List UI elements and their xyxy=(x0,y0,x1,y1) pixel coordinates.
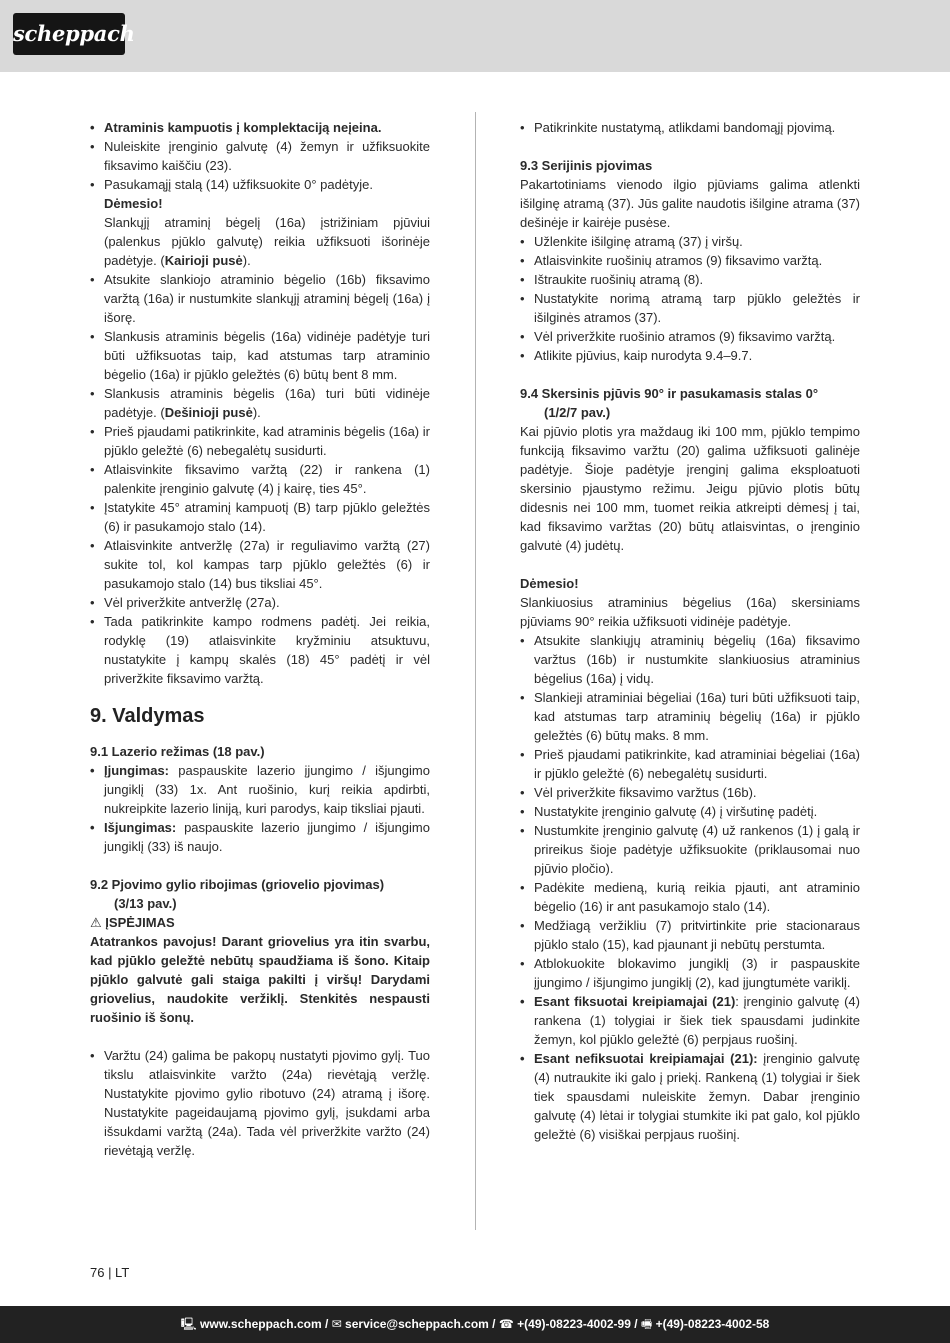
spacer xyxy=(520,365,860,384)
paragraph: Kai pjūvio plotis yra maždaug iki 100 mm, pjūklo tempimo funkciją fiksavimo varžtu (20) galima užfiksuoti galinėje padėtyje. Šioje padėtyje įrenginį galima eksploatuoti skersinio pjaustymo režimu. Jeigu pjūvio plotis būtų didesnis nei 100 mm, tuomet reikia atkreipti dėmesį į tai, kad fiksavimo varžtas (20) būtų atlaisvintas, o įrenginio galvutė (4) judėtų. xyxy=(520,424,860,553)
spacer xyxy=(90,1027,430,1046)
list-item: • Padėkite medieną, kurią reikia pjauti, ant atraminio bėgelio (16) ir ant pasukamojo stalo (14). xyxy=(520,878,860,916)
subsection-heading: 9.2 Pjovimo gylio ribojimas (griovelio pjovimas) (3/13 pav.) xyxy=(90,877,385,911)
list-item: • Atsukite slankiojo atraminio bėgelio (16b) fiksavimo varžtą (16a) ir nustumkite slankųjį atraminį bėgelį (16a) į išorę. xyxy=(90,270,430,327)
list-item: • Atsukite slankiųjų atraminių bėgelių (16a) fiksavimo varžtus (16b) ir nustumkite slankiuosius atraminius bėgelius (16a) į vidų. xyxy=(520,631,860,688)
spacer xyxy=(520,555,860,574)
subsection-heading: 9.3 Serijinis pjovimas xyxy=(520,158,653,173)
phone-icon: ☎ xyxy=(498,1317,514,1331)
spacer xyxy=(90,856,430,875)
email-link[interactable]: service@scheppach.com / xyxy=(345,1317,496,1331)
list-item: • Vėl priveržkite fiksavimo varžtus (16b). xyxy=(520,783,860,802)
subsection-heading: 9.4 Skersinis pjūvis 90° ir pasukamasis stalas 0° (1/2/7 pav.) xyxy=(520,386,819,420)
list-item: • Nustatykite norimą atramą tarp pjūklo geležtės ir išilginės atramos (37). xyxy=(520,289,860,327)
list-item: • Varžtu (24) galima be pakopų nustatyti pjovimo gylį. Tuo tikslu atlaisvinkite varžto (24a) rievėtąją veržlę. Nustatykite pjovimo gylio ribotuvo (24) atramą į išorę. Nustatykite pageidaujamą pjovimo gylį, įsukdami arba išsukdami varžtą (24a). Tada vėl priveržkite varžto (24) rievėtąją veržlę. xyxy=(90,1046,430,1160)
page-number: 76 | LT xyxy=(90,1265,130,1280)
list-item: • Pasukamąjį stalą (14) užfiksuokite 0° padėtyje. xyxy=(90,175,430,194)
list-item: • Medžiagą veržikliu (7) pritvirtinkite prie stacionaraus pjūklo stalo (15), kad pjaunant ji nebūtų perstumta. xyxy=(520,916,860,954)
list-item: • Užlenkite išilginę atramą (37) į viršų. xyxy=(520,232,860,251)
list-item: • Nuleiskite įrenginio galvutę (4) žemyn ir užfiksuokite fiksavimo kaiščiu (23). xyxy=(90,137,430,175)
list-item: • Esant nefiksuotai kreipiamajai (21): įrenginio galvutę (4) nutraukite iki galo į priekį. Rankeną (1) tolygiai ir šiek tiek spausdami nuleiskite žemyn. Dabar įrenginio galvutę (4) lėtai ir tolygiai stumkite iki pat galo, kol pjūklo geležtė (6) visiškai perpjaus ruošinį. xyxy=(520,1049,860,1144)
list-item: • Prieš pjaudami patikrinkite, kad atraminis bėgelis (16a) ir pjūklo geležtė (6) nebegalėtų susidurti. xyxy=(90,422,430,460)
list-item: • Ištraukite ruošinių atramą (8). xyxy=(520,270,860,289)
mail-icon: ✉ xyxy=(331,1317,342,1331)
left-column xyxy=(90,118,430,1160)
fax-icon: 🖷 xyxy=(640,1317,653,1331)
list-item: • Atlikite pjūvius, kaip nurodyta 9.4–9.7. xyxy=(520,346,860,365)
list-item: • Slankusis atraminis bėgelis (16a) vidinėje padėtyje turi būti užfiksuotas taip, kad atstumas tarp atraminio bėgelio (16a) ir pjūklo geležtės (6) būtų bent 8 mm. xyxy=(90,327,430,384)
list-item: • Vėl priveržkite antveržlę (27a). xyxy=(90,593,430,612)
section-heading: 9. Valdymas xyxy=(90,705,205,727)
website-link[interactable]: www.scheppach.com / xyxy=(200,1317,329,1331)
spacer xyxy=(520,137,860,156)
list-item: • Nustumkite įrenginio galvutę (4) už rankenos (1) į galą ir prireikus šioje padėtyje užfiksuokite (priklausomai nuo pjūvio pločio). xyxy=(520,821,860,878)
list-item: • Atlaisvinkite antveržlę (27a) ir reguliavimo varžtą (27) sukite tol, kol kampas tarp pjūklo geležtės (6) ir pasukamojo stalo (14) bus tiksliai 45°. xyxy=(90,536,430,593)
right-column xyxy=(520,118,860,1144)
warning-text: Atatrankos pavojus! Darant griovelius yra itin svarbu, kad pjūklo geležtė nebūtų spaudžiama iš šono. Kitaip pjūklo galvutė gali staiga pakilti į viršų! Darydami griovelius, naudokite veržiklį. Stenkitės nespausti ruošinio iš šonų. xyxy=(90,934,430,1025)
column-divider xyxy=(475,112,476,1230)
list-item: • Vėl priveržkite ruošinio atramos (9) fiksavimo varžtą. xyxy=(520,327,860,346)
warning-heading: ⚠ ĮSPĖJIMAS xyxy=(90,915,175,930)
list-item: • Slankusis atraminis bėgelis (16a) turi būti vidinėje padėtyje. (Dešinioji pusė). xyxy=(90,384,430,422)
caution-label: Dėmesio! xyxy=(520,576,579,591)
header-bar xyxy=(0,0,950,72)
list-item: • Slankieji atraminiai bėgeliai (16a) turi būti užfiksuoti taip, kad atstumas tarp atraminių bėgelių (16a) ir pjūklo geležtės (6) būtų maks. 8 mm. xyxy=(520,688,860,745)
list-item: • Tada patikrinkite kampo rodmens padėtį. Jei reikia, rodyklę (19) atlaisvinkite kryžminiu atsuktuvu, nustatykite į kampų skalės (18) 45° padėtį ir vėl priveržkite fiksavimo varžtą. xyxy=(90,612,430,688)
caution-text: Slankiuosius atraminius bėgelius (16a) skersiniams pjūviams 90° reikia užfiksuoti vidinėje padėtyje. xyxy=(520,595,860,629)
list-item: • Atraminis kampuotis į komplektaciją neįeina. xyxy=(90,118,430,137)
list-item: • Atlaisvinkite ruošinių atramos (9) fiksavimo varžtą. xyxy=(520,251,860,270)
list-item: • Įstatykite 45° atraminį kampuotį (B) tarp pjūklo geležtės (6) ir pasukamojo stalo (14). xyxy=(90,498,430,536)
scheppach-logo: scheppach xyxy=(13,13,125,55)
caution-text: Slankųjį atraminį bėgelį (16a) įstrižiniam pjūviui (palenkus pjūklo galvutę) reikia užfiksuoti išorinėje padėtyje. (Kairioji pusė). xyxy=(104,215,430,268)
warning-icon: ⚠ xyxy=(90,915,102,930)
subsection-heading: 9.1 Lazerio režimas (18 pav.) xyxy=(90,744,265,759)
fax-number: +(49)-08223-4002-58 xyxy=(655,1317,770,1331)
list-item: • Atblokuokite blokavimo jungiklį (3) ir paspauskite įjungimo / išjungimo jungiklį (2), kad įjungtumėte variklį. xyxy=(520,954,860,992)
list-item: • Įjungimas: paspauskite lazerio įjungimo / išjungimo jungiklį (33) 1x. Ant ruošinio, kurį reikia apdirbti, nukreipkite lazerio liniją, kuri parodys, kaip tiksliai pjauti. xyxy=(90,761,430,818)
computer-icon: 🖳 xyxy=(180,1317,197,1331)
phone-number: +(49)-08223-4002-99 / xyxy=(517,1317,638,1331)
caution-label: Dėmesio! xyxy=(104,196,163,211)
list-item: • Atlaisvinkite fiksavimo varžtą (22) ir rankena (1) palenkite įrenginio galvutę (4) į kairę, ties 45°. xyxy=(90,460,430,498)
list-item: • Esant fiksuotai kreipiamajai (21): įrenginio galvutę (4) rankena (1) tolygiai ir šiek tiek spausdami judinkite žemyn, kol pjūklo geležtė (6) perpjaus ruošinį. xyxy=(520,992,860,1049)
list-item: • Išjungimas: paspauskite lazerio įjungimo / išjungimo jungiklį (33) iš naujo. xyxy=(90,818,430,856)
paragraph: Pakartotiniams vienodo ilgio pjūviams galima atlenkti išilginę atramą (37). Jūs galite naudotis išilgine atrama (37) dešinėje ir kairėje pusėse. xyxy=(520,177,860,230)
list-item: • Nustatykite įrenginio galvutę (4) į viršutinę padėtį. xyxy=(520,802,860,821)
list-item: • Prieš pjaudami patikrinkite, kad atraminiai bėgeliai (16a) ir pjūklo geležtė (6) nebegalėtų susidurti. xyxy=(520,745,860,783)
footer-bar xyxy=(0,1306,950,1343)
list-item: • Patikrinkite nustatymą, atlikdami bandomąjį pjovimą. xyxy=(520,118,860,137)
